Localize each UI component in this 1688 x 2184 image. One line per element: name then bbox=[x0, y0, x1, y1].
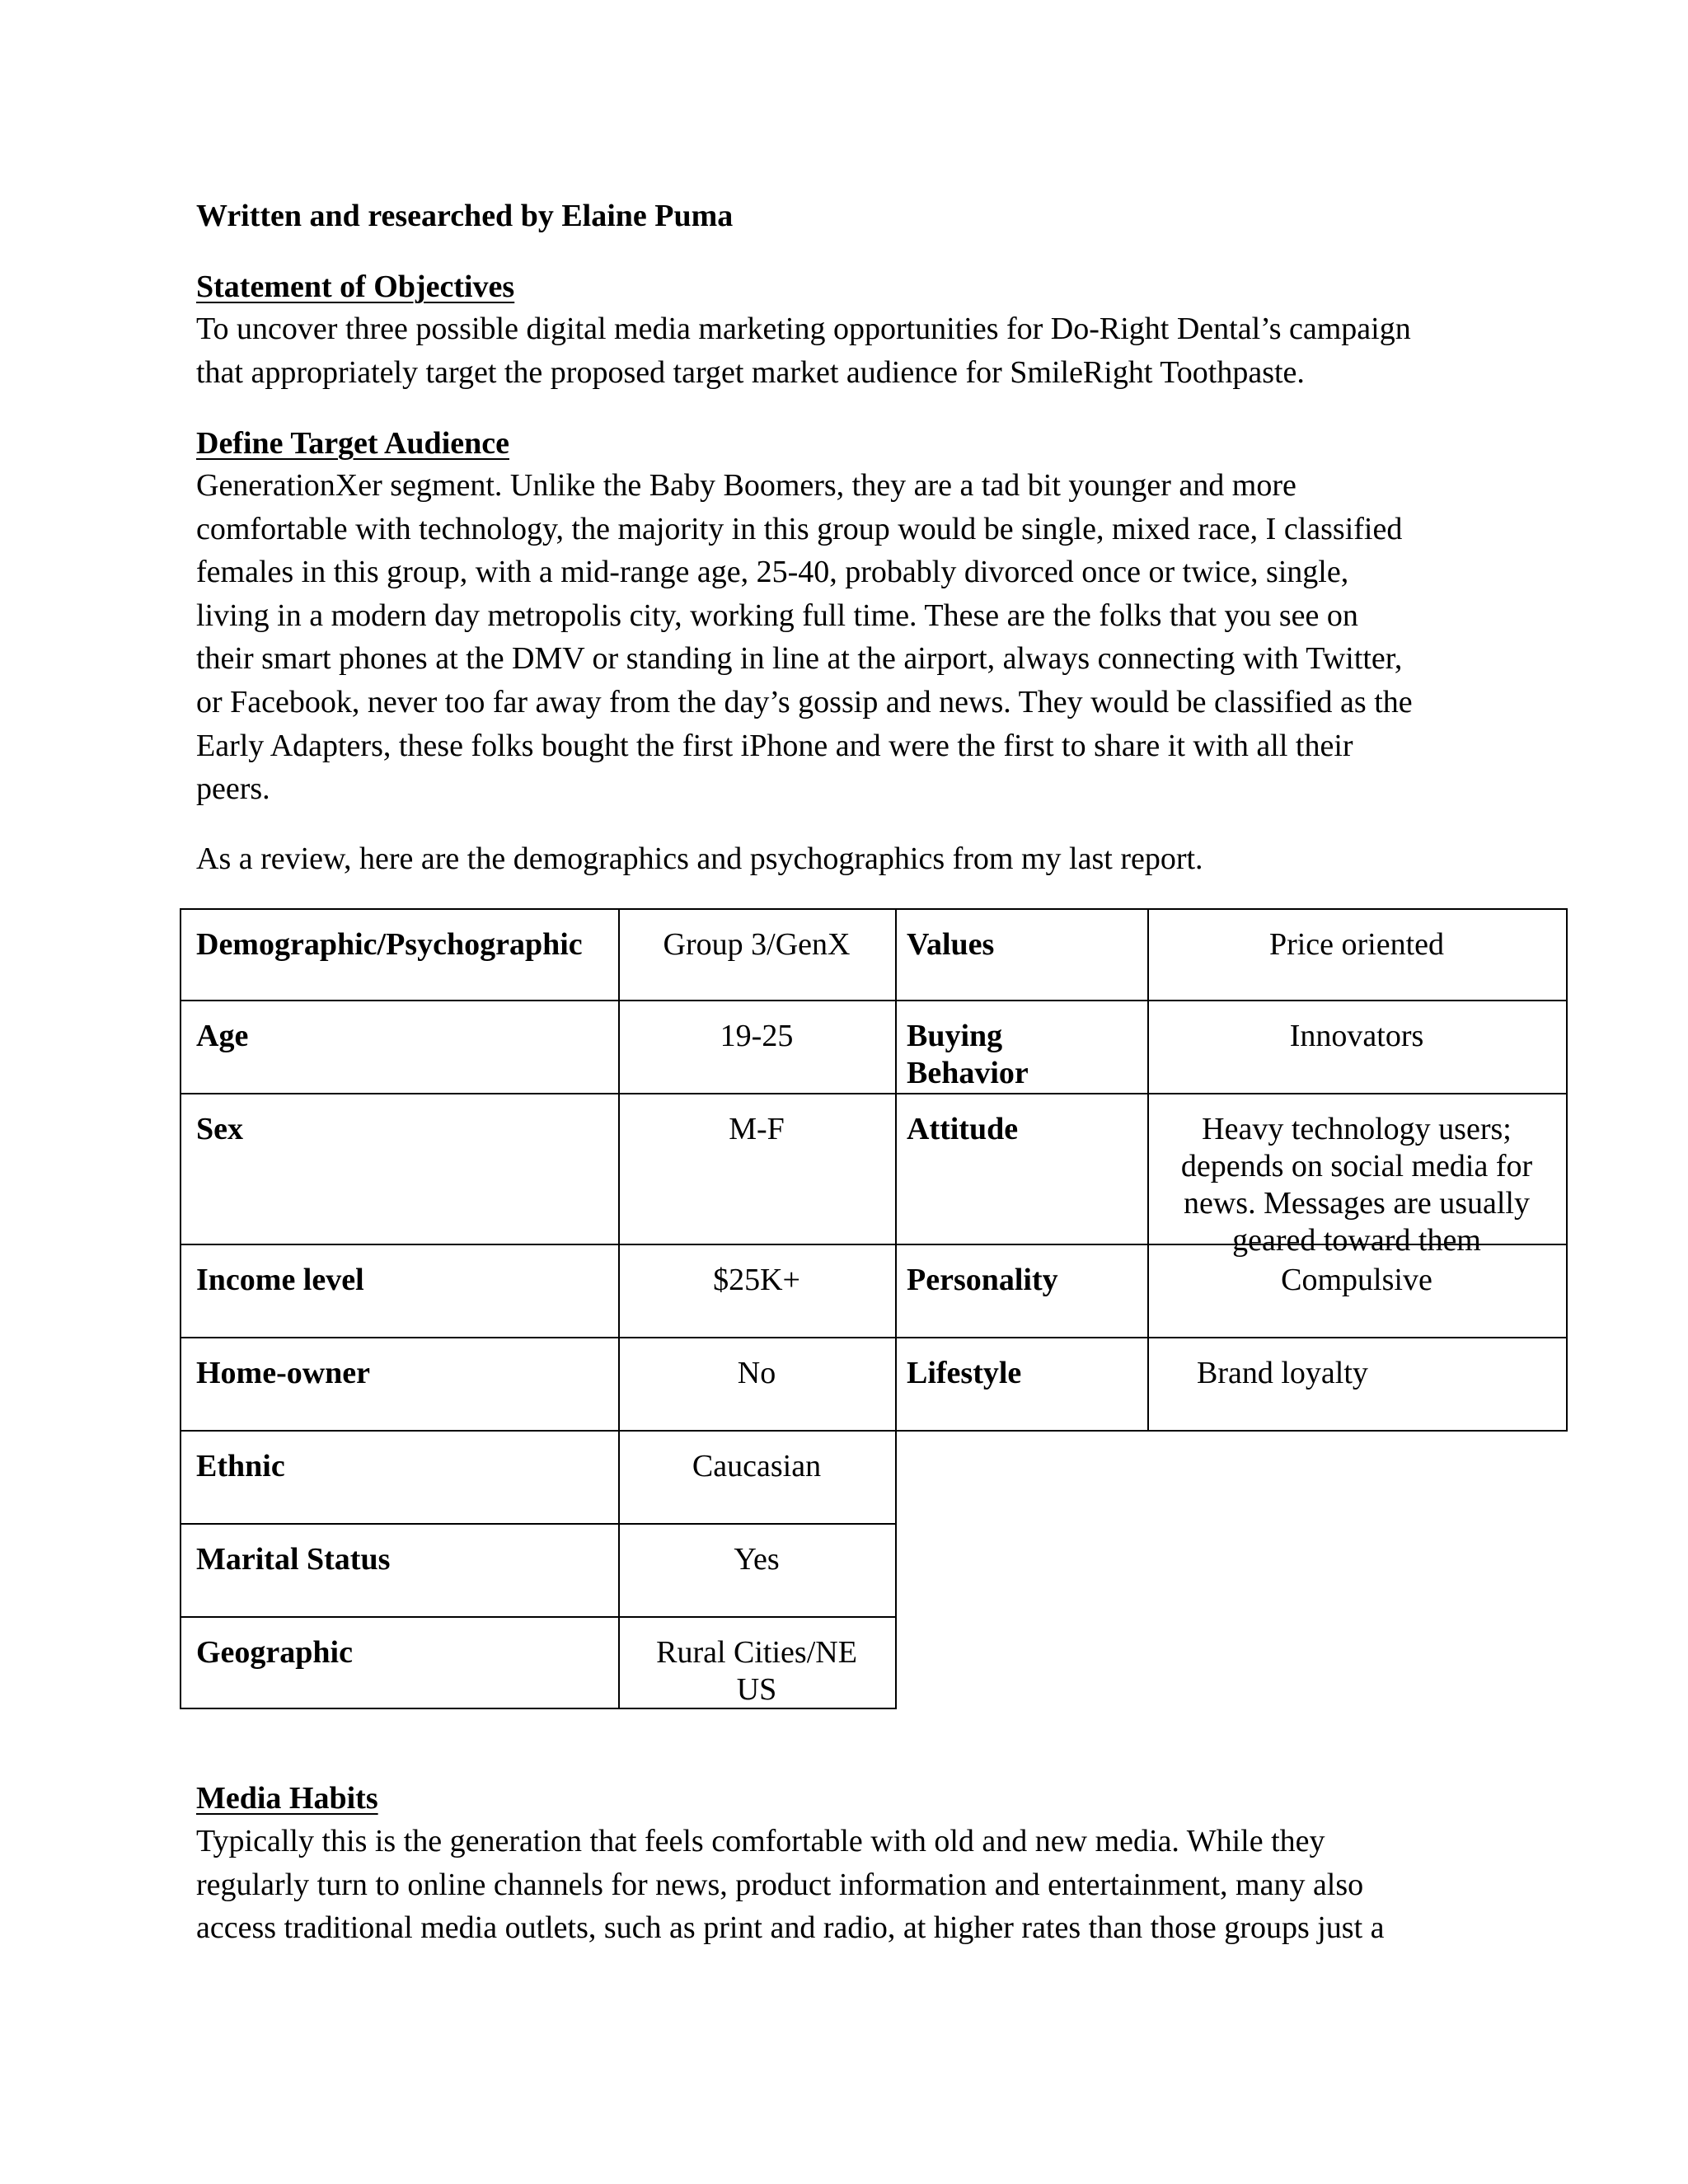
table-row-value: Brand loyalty bbox=[1197, 1356, 1368, 1390]
demographics-table bbox=[180, 908, 1568, 1709]
table-row-value: 19-25 bbox=[720, 1019, 794, 1053]
paragraph-line: comfortable with technology, the majority in this group would be single, mixed race, I classified bbox=[196, 511, 1403, 546]
objectives-heading: Statement of Objectives bbox=[196, 269, 515, 304]
paragraph-line: their smart phones at the DMV or standing in line at the airport, always connecting with Twitter, bbox=[196, 641, 1403, 677]
media-paragraph bbox=[196, 1820, 1531, 1950]
table-row-label: Attitude bbox=[907, 1112, 1019, 1146]
audience-paragraph bbox=[196, 464, 1531, 811]
table-row-value: Rural Cities/NE US bbox=[656, 1635, 857, 1707]
table-row-value: Yes bbox=[734, 1542, 780, 1577]
table-row-value: Compulsive bbox=[1281, 1263, 1432, 1297]
table-row-label: Lifestyle bbox=[907, 1356, 1022, 1390]
table-row-label: Demographic/Psychographic bbox=[196, 927, 583, 962]
paragraph-line: Typically this is the generation that feels comfortable with old and new media. While they bbox=[196, 1824, 1325, 1858]
paragraph-line: peers. bbox=[196, 771, 270, 807]
table-row-label: Sex bbox=[196, 1112, 243, 1146]
table-row-value: M-F bbox=[729, 1112, 785, 1146]
objectives-paragraph bbox=[196, 307, 1531, 394]
paragraph-line: To uncover three possible digital media marketing opportunities for Do-Right Dental’s campaign bbox=[196, 312, 1411, 346]
media-heading: Media Habits bbox=[196, 1781, 378, 1816]
table-row-value: Innovators bbox=[1289, 1019, 1424, 1053]
table-row-label: Buying Behavior bbox=[907, 1019, 1029, 1090]
table-row-label: Income level bbox=[196, 1263, 364, 1297]
table-row-value: Price oriented bbox=[1268, 927, 1445, 962]
paragraph-line: females in this group, with a mid-range age, 25-40, probably divorced once or twice, single, bbox=[196, 555, 1349, 590]
table-row-label: Ethnic bbox=[196, 1449, 285, 1483]
table-row-label: Age bbox=[196, 1019, 249, 1053]
paragraph-line: access traditional media outlets, such as print and radio, at higher rates than those groups just a bbox=[196, 1910, 1385, 1946]
paragraph-line: regularly turn to online channels for news, product information and entertainment, many also bbox=[196, 1867, 1364, 1902]
table-row-value: $25K+ bbox=[713, 1263, 800, 1297]
review-line: As a review, here are the demographics and psychographics from my last report. bbox=[196, 841, 1203, 876]
paragraph-line: that appropriately target the proposed target market audience for SmileRight Toothpaste. bbox=[196, 354, 1305, 390]
table-row-label: Marital Status bbox=[196, 1542, 391, 1577]
author-line: Written and researched by Elaine Puma bbox=[196, 199, 734, 233]
paragraph-line: Early Adapters, these folks bought the first iPhone and were the first to share it with all their bbox=[196, 728, 1353, 763]
table-row-label: Geographic bbox=[196, 1635, 353, 1670]
table-row-value: Caucasian bbox=[692, 1449, 822, 1483]
table-row-value: Group 3/GenX bbox=[663, 927, 851, 962]
paragraph-line: living in a modern day metropolis city, working full time. These are the folks that you see on bbox=[196, 598, 1358, 633]
table-row-value: Heavy technology users; depends on social media for news. Messages are usually geared toward them bbox=[1180, 1112, 1533, 1258]
table-row-value: No bbox=[737, 1356, 776, 1390]
table-row-label: Home-owner bbox=[196, 1356, 371, 1390]
paragraph-line: GenerationXer segment. Unlike the Baby Boomers, they are a tad bit younger and more bbox=[196, 468, 1296, 503]
audience-heading: Define Target Audience bbox=[196, 426, 509, 461]
table-row-label: Personality bbox=[907, 1263, 1058, 1297]
table-row-label: Values bbox=[907, 927, 995, 962]
paragraph-line: or Facebook, never too far away from the day’s gossip and news. They would be classified as the bbox=[196, 684, 1413, 719]
